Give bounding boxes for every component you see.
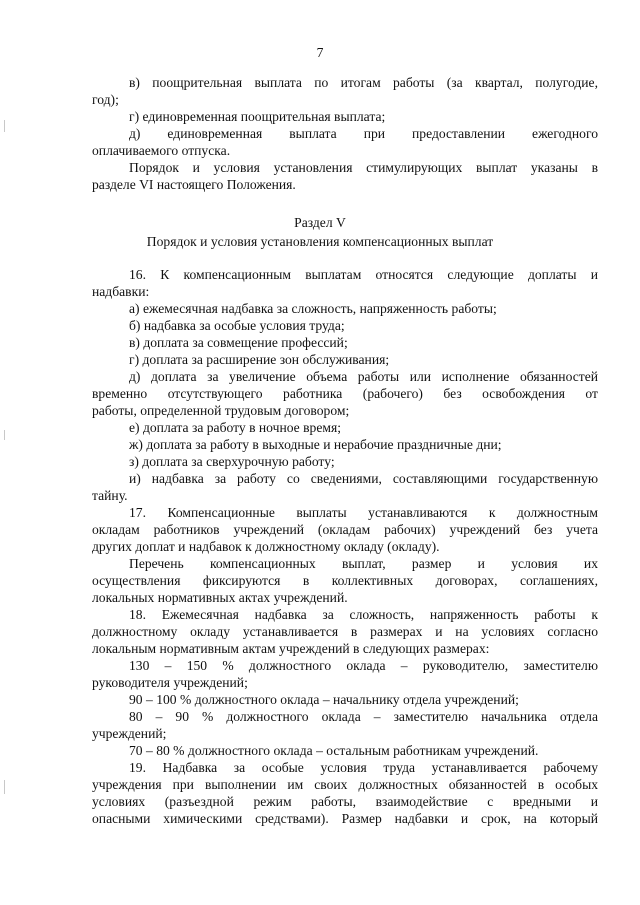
text-line: условиях (разъездной режим работы, взаимодействие с вредными и xyxy=(92,794,598,809)
text-line: в) доплата за совмещение профессий; xyxy=(129,335,348,350)
text-line: опасными химическими средствами). Размер надбавки и срок, на который xyxy=(92,811,598,826)
body-text-block xyxy=(92,266,598,827)
text-line: ж) доплата за работу в выходные и нерабочие праздничные дни; xyxy=(129,437,502,452)
page-number: 7 xyxy=(316,45,324,60)
section-subtitle: Порядок и условия установления компенсационных выплат xyxy=(146,234,494,249)
text-line: е) доплата за работу в ночное время; xyxy=(129,420,341,435)
text-line: 130 – 150 % должностного оклада – руководителю, заместителю xyxy=(129,658,598,673)
text-line: 16. К компенсационным выплатам относятся следующие доплаты и xyxy=(129,267,598,282)
text-line: учреждений; xyxy=(92,726,167,741)
text-line: 70 – 80 % должностного оклада – остальным работникам учреждений. xyxy=(129,743,539,758)
scan-edge-mark xyxy=(4,780,5,794)
text-line: окладам работников учреждений (окладам рабочих) учреждений без учета xyxy=(92,522,598,537)
text-line: должностному окладу устанавливается в размерах и на условиях согласно xyxy=(92,624,598,639)
text-line: локальным нормативным актам учреждений в следующих размерах: xyxy=(92,641,490,656)
text-line: год); xyxy=(92,92,119,107)
text-line: работы, определенной трудовым договором; xyxy=(92,403,350,418)
scan-edge-mark xyxy=(4,120,5,132)
text-line: г) доплата за расширение зон обслуживания; xyxy=(129,352,390,367)
top-text-block xyxy=(92,74,598,193)
text-line: 17. Компенсационные выплаты устанавливаются к должностным xyxy=(129,505,598,520)
section-title: Раздел V xyxy=(294,215,346,230)
text-line: 18. Ежемесячная надбавка за сложность, напряженность работы к xyxy=(129,607,598,622)
text-line: б) надбавка за особые условия труда; xyxy=(129,318,345,333)
text-line: руководителя учреждений; xyxy=(92,675,248,690)
text-line: а) ежемесячная надбавка за сложность, напряженность работы; xyxy=(129,301,497,316)
text-line: 90 – 100 % должностного оклада – начальнику отдела учреждений; xyxy=(129,692,519,707)
text-line: 19. Надбавка за особые условия труда устанавливается рабочему xyxy=(129,760,598,775)
text-line: г) единовременная поощрительная выплата; xyxy=(129,109,386,124)
text-line: осуществления фиксируются в коллективных договорах, соглашениях, xyxy=(92,573,598,588)
text-line: в) поощрительная выплата по итогам работы (за квартал, полугодие, xyxy=(129,75,598,90)
text-line: разделе VI настоящего Положения. xyxy=(92,177,296,192)
text-line: з) доплата за сверхурочную работу; xyxy=(129,454,335,469)
text-line: 80 – 90 % должностного оклада – заместителю начальника отдела xyxy=(129,709,598,724)
text-line: оплачиваемого отпуска. xyxy=(92,143,231,158)
text-line: временно отсутствующего работника (рабочего) без освобождения от xyxy=(92,386,598,401)
text-line: тайну. xyxy=(92,488,128,503)
text-line: локальных нормативных актах учреждений. xyxy=(92,590,348,605)
text-line: учреждения при выполнении им своих должностных обязанностей в особых xyxy=(92,777,598,792)
text-line: д) доплата за увеличение объема работы или исполнение обязанностей xyxy=(129,369,598,384)
text-line: и) надбавка за работу со сведениями, составляющими государственную xyxy=(129,471,598,486)
text-line: д) единовременная выплата при предоставлении ежегодного xyxy=(129,126,598,141)
scan-edge-mark xyxy=(4,430,5,440)
text-line: других доплат и надбавок к должностному окладу (окладу). xyxy=(92,539,440,554)
text-line: надбавки: xyxy=(92,284,150,299)
text-line: Порядок и условия установления стимулирующих выплат указаны в xyxy=(129,160,598,175)
text-line: Перечень компенсационных выплат, размер и условия их xyxy=(129,556,598,571)
